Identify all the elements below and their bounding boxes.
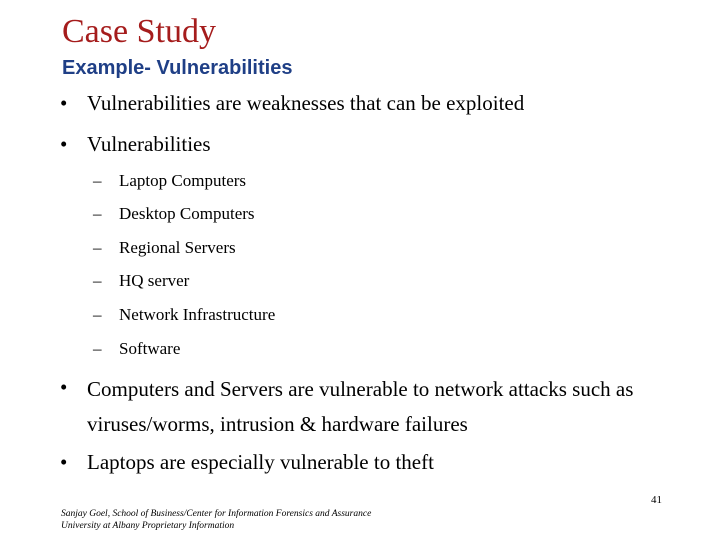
sub-item-text: Network Infrastructure: [119, 305, 276, 324]
sub-item-text: Desktop Computers: [119, 204, 255, 223]
dash-icon: –: [93, 238, 102, 257]
bullet-icon: •: [60, 450, 68, 474]
bullet-icon: •: [60, 91, 68, 115]
bullet-icon: •: [60, 375, 68, 399]
slide-subtitle: Example- Vulnerabilities: [62, 57, 293, 79]
bullet-text: Vulnerabilities are weaknesses that can be exploited: [87, 91, 525, 115]
footer-line-2: University at Albany Proprietary Information: [61, 521, 235, 531]
bullet-icon: •: [60, 132, 68, 156]
sub-item-text: Software: [119, 339, 181, 358]
dash-icon: –: [93, 305, 102, 324]
dash-icon: –: [93, 339, 102, 358]
bullet-text: Laptops are especially vulnerable to theft: [87, 450, 434, 474]
slide-title: Case Study: [62, 13, 216, 50]
bullet-text: Vulnerabilities: [87, 132, 211, 156]
dash-icon: –: [93, 171, 102, 190]
sub-item-text: HQ server: [119, 271, 190, 290]
bullet-text: Computers and Servers are vulnerable to network attacks such as viruses/worms, intrusion & hardware failures: [87, 377, 634, 436]
dash-icon: –: [93, 204, 102, 223]
footer-line-1: Sanjay Goel, School of Business/Center for Information Forensics and Assurance: [61, 509, 372, 519]
sub-item-text: Laptop Computers: [119, 171, 247, 190]
page-number: 41: [651, 494, 662, 506]
footer-credit: [61, 508, 371, 532]
sub-item-text: Regional Servers: [119, 238, 236, 257]
dash-icon: –: [93, 271, 102, 290]
